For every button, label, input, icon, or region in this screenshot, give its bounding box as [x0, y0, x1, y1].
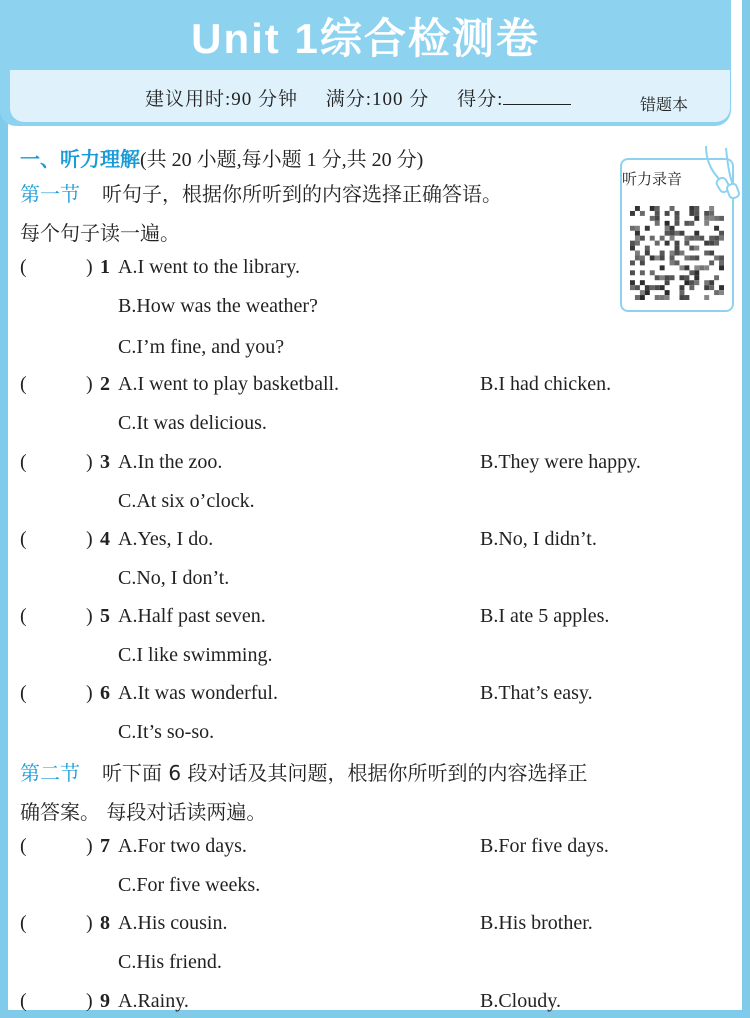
- answer-paren-close[interactable]: ): [86, 835, 93, 857]
- part2-text-1: 听下面 6 段对话及其问题，根据你所听到的内容选择正: [102, 761, 588, 785]
- question-number: 6: [100, 682, 110, 704]
- header-banner: [0, 0, 731, 126]
- option-b: B.His brother.: [480, 912, 593, 934]
- audio-card[interactable]: [620, 158, 734, 312]
- part1-instruction: [20, 178, 502, 207]
- option-b: B.How was the weather?: [118, 295, 318, 317]
- audio-label: 听力录音: [622, 170, 683, 188]
- option-c: C.It was delicious.: [118, 412, 267, 434]
- question-number: 3: [100, 451, 110, 473]
- score-label: 满分:100 分: [325, 89, 430, 110]
- answer-paren-close[interactable]: ): [86, 682, 93, 704]
- question-number: 4: [100, 528, 110, 550]
- question-number: 5: [100, 605, 110, 627]
- part1-label: 第一节: [20, 182, 80, 206]
- part2-text-2: 确答案。 每段对话读两遍。: [20, 800, 267, 824]
- option-b: B.I ate 5 apples.: [480, 605, 610, 627]
- option-a: A.Rainy.: [118, 990, 189, 1012]
- option-b: B.Cloudy.: [480, 990, 561, 1012]
- page-title: Unit 1综合检测卷: [191, 15, 540, 62]
- time-label: 建议用时:90 分钟: [145, 89, 299, 110]
- answer-paren-open[interactable]: (: [20, 912, 27, 934]
- section-title: [20, 143, 423, 172]
- score-blank[interactable]: [503, 86, 571, 105]
- part1-text-1: 听句子，根据你所听到的内容选择正确答语。: [102, 182, 502, 206]
- option-b: B.No, I didn’t.: [480, 528, 597, 550]
- option-a: A.I went to play basketball.: [118, 373, 340, 395]
- option-b: B.For five days.: [480, 835, 609, 857]
- answer-paren-close[interactable]: ): [86, 990, 93, 1012]
- info-text: [145, 84, 593, 111]
- page-frame-right: [742, 0, 750, 1018]
- option-c: C.It’s so-so.: [118, 721, 215, 743]
- option-a: A.Yes, I do.: [118, 528, 214, 550]
- part2-label: 第二节: [20, 761, 80, 785]
- option-c: C.His friend.: [118, 951, 222, 973]
- option-a: A.For two days.: [118, 835, 247, 857]
- info-bar: [10, 70, 730, 122]
- answer-paren-open[interactable]: (: [20, 451, 27, 473]
- section-title-note: (共 20 小题,每小题 1 分,共 20 分): [140, 149, 424, 171]
- option-a: A.It was wonderful.: [118, 682, 278, 704]
- section-title-main: 一、听力理解: [20, 147, 140, 171]
- option-b: B.That’s easy.: [480, 682, 593, 704]
- option-c: C.For five weeks.: [118, 874, 261, 896]
- part2-instruction: [20, 757, 587, 786]
- question-number: 1: [100, 256, 110, 278]
- answer-paren-close[interactable]: ): [86, 605, 93, 627]
- answer-paren-close[interactable]: ): [86, 256, 93, 278]
- answer-paren-open[interactable]: (: [20, 682, 27, 704]
- option-a: A.I went to the library.: [118, 256, 300, 278]
- answer-paren-close[interactable]: ): [86, 912, 93, 934]
- option-c: C.At six o’clock.: [118, 490, 255, 512]
- earphone-icon: [700, 144, 740, 204]
- question-number: 9: [100, 990, 110, 1012]
- answer-paren-close[interactable]: ): [86, 373, 93, 395]
- answer-paren-open[interactable]: (: [20, 835, 27, 857]
- answer-paren-close[interactable]: ): [86, 451, 93, 473]
- option-c: C.No, I don’t.: [118, 567, 230, 589]
- option-c: C.I like swimming.: [118, 644, 273, 666]
- answer-paren-open[interactable]: (: [20, 256, 27, 278]
- part1-text-2: 每个句子读一遍。: [20, 221, 180, 245]
- option-a: A.In the zoo.: [118, 451, 223, 473]
- option-a: A.His cousin.: [118, 912, 228, 934]
- option-a: A.Half past seven.: [118, 605, 266, 627]
- page-frame-left: [0, 0, 8, 1018]
- option-b: B.I had chicken.: [480, 373, 612, 395]
- question-number: 8: [100, 912, 110, 934]
- page-frame-bottom: [0, 1010, 750, 1018]
- answer-paren-close[interactable]: ): [86, 528, 93, 550]
- question-number: 2: [100, 373, 110, 395]
- qr-code-icon: [630, 206, 724, 300]
- got-label: 得分:: [457, 89, 504, 110]
- option-b: B.They were happy.: [480, 451, 641, 473]
- answer-paren-open[interactable]: (: [20, 373, 27, 395]
- answer-paren-open[interactable]: (: [20, 990, 27, 1012]
- answer-paren-open[interactable]: (: [20, 528, 27, 550]
- question-number: 7: [100, 835, 110, 857]
- mistake-book-link[interactable]: 错题本: [640, 95, 689, 114]
- answer-paren-open[interactable]: (: [20, 605, 27, 627]
- option-c: C.I’m fine, and you?: [118, 336, 285, 358]
